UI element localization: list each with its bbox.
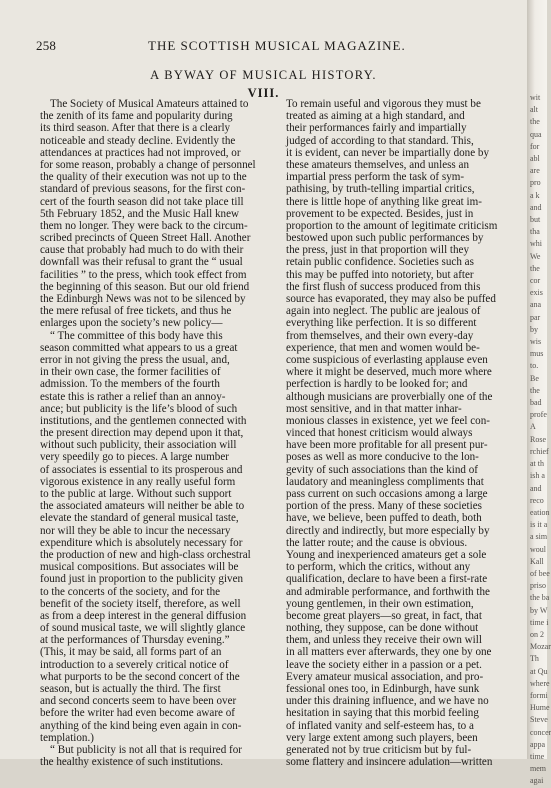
text-line: although musicians are proverbially one of the — [286, 390, 493, 403]
text-line: impartial press perform the task of sym- — [286, 171, 465, 184]
text-line: estate this is rather a relief than an annoy- — [40, 390, 226, 403]
text-line: treated as aiming at a high standard, and — [286, 110, 465, 123]
text-line: templation.) — [40, 731, 94, 744]
text-line: directly and indirectly, but more especially by — [286, 524, 490, 537]
text-line: the press, just in that proportion will they — [286, 244, 470, 257]
text-line: there is little hope of anything like great im- — [286, 195, 482, 208]
text-line: ance; but publicity is the life’s blood of such — [40, 402, 238, 415]
text-line: the associated amateurs will neither be able to — [40, 500, 245, 513]
text-line: cause that probably had much to do with their — [40, 244, 244, 257]
text-line: hesitation in saying that this morbid feeling — [286, 707, 479, 720]
text-line: noticeable and steady decline. Evidently the — [40, 134, 236, 147]
text-line: benefit of the society itself, therefore, as well — [40, 597, 241, 610]
text-line: and second concerts seem to have been over — [40, 695, 237, 708]
page-number: 258 — [36, 38, 57, 53]
text-line: the first flush of success produced from this — [286, 280, 481, 293]
text-line: perfection is hardly to be looked for; and — [286, 378, 468, 391]
text-line: generated not by true criticism but by ful- — [286, 743, 472, 756]
text-line: the present direction may depend upon it that, — [40, 427, 244, 440]
text-line: institutions, and the gentlemen connected with — [40, 414, 247, 427]
text-line: as from a deep interest in the general diffusion — [40, 609, 247, 622]
text-line: the production of new and high-class orchestral — [40, 548, 251, 561]
text-line: qualification, declare to have been a first-rate — [286, 573, 488, 586]
right-column — [286, 98, 522, 768]
text-line: to the public at large. Without such support — [40, 488, 232, 500]
text-line: have, we believe, been puffed to death, both — [286, 512, 482, 525]
text-line: them no longer. They were back to the circum- — [40, 219, 248, 232]
running-title: THE SCOTTISH MUSICAL MAGAZINE. — [148, 38, 406, 53]
text-line: source has evaporated, they may also be puffed — [286, 293, 496, 305]
running-header — [36, 38, 497, 54]
text-line: experience, that men and women would be- — [286, 341, 480, 354]
text-line: everything like perfection. It is so different — [286, 317, 477, 330]
text-line: these amateurs themselves, and unless an — [286, 158, 469, 171]
text-line: introduction to a severely critical notice of — [40, 658, 229, 671]
text-line: facilities ” to the press, which took effect from — [40, 268, 247, 281]
text-line: before the writer had even become aware of — [40, 707, 235, 720]
text-line: vigorous existence in any really useful form — [40, 475, 236, 488]
text-line: it is evident, can never be impartially done by — [286, 146, 490, 159]
text-line: of associates is essential to its prosperous and — [40, 463, 243, 476]
text-line: “ But publicity is not all that is required for — [50, 743, 242, 756]
text-line: the zenith of its fame and popularity during — [40, 110, 233, 123]
text-line: very speedily go to pieces. A large number — [40, 451, 229, 464]
text-line: provement to be expected. Besides, just in — [286, 207, 474, 220]
facing-page-edge — [527, 0, 551, 786]
text-line: from themselves, and their own every-day — [286, 329, 474, 342]
text-line: poses as well as more conducive to the lon- — [286, 451, 479, 464]
text-line: the quality of their execution was not up to the — [40, 171, 247, 184]
text-line: judged of according to that standard. This, — [286, 134, 474, 147]
article-title: A BYWAY OF MUSICAL HISTORY. — [150, 68, 377, 82]
text-line: retain public confidence. Societies such as — [286, 256, 474, 269]
text-line: admission. To the members of the fourth — [40, 378, 220, 391]
text-line: young gentlemen, in their own estimation, — [286, 597, 474, 610]
text-line: pass current on such occasions among a large — [286, 488, 488, 500]
text-line: become great players—so great, in fact, that — [286, 609, 482, 622]
text-line: pathising, by truth-telling impartial critics, — [286, 183, 475, 196]
text-line: gevity of such associations than the kind of — [286, 463, 478, 476]
text-line: anything of the kind being even again in con- — [40, 719, 242, 732]
text-line: leave the society either in a passion or a pet. — [286, 658, 482, 671]
text-line: portion of the press. Many of these societies — [286, 500, 482, 513]
text-line: To remain useful and vigorous they must be — [286, 98, 481, 110]
text-line: 5th February 1852, and the Music Hall knew — [40, 207, 240, 220]
text-line: of inflated vanity and self-esteem has, to a — [286, 719, 474, 732]
text-line: of sound musical taste, we will slightly glance — [40, 622, 246, 635]
text-line: the latter route; and the cause is obvious. — [286, 536, 468, 549]
text-line: at the performances of Thursday evening.” — [40, 634, 230, 647]
text-line: the healthy existence of such institutions. — [40, 756, 224, 769]
text-line: its third season. After that there is a clearly — [40, 122, 231, 135]
text-line: their performances fairly and impartially — [286, 122, 467, 135]
text-line: expenditure which is absolutely necessary for — [40, 536, 243, 549]
text-line: for some reason, probably a change of personnel — [40, 158, 256, 171]
text-line: in their own case, the former facilities of — [40, 366, 221, 379]
text-line: this may be puffed into notoriety, but after — [286, 268, 474, 281]
text-line: them, and unless they receive their own will — [286, 634, 482, 647]
text-line: nor will they be able to incur the necessary — [40, 524, 231, 537]
text-line: come suspicious of everlasting applause even — [286, 353, 488, 366]
text-line: where it might be deserved, much more where — [286, 366, 492, 379]
text-line: elevate the standard of general musical taste, — [40, 512, 239, 525]
section-number: VIII. — [247, 86, 280, 100]
text-line: some flattery and insincere adulation—written — [286, 756, 493, 769]
left-column — [40, 98, 276, 768]
text-line: bestowed upon such public performances by — [286, 232, 484, 245]
text-line: “ The committee of this body have this — [50, 329, 223, 342]
text-line: have been more profitable for all present pur- — [286, 439, 488, 452]
text-line: to the concerts of the society, and for the — [40, 585, 221, 598]
text-line: to perform, which the critics, without any — [286, 561, 471, 574]
text-line: proportion to the amount of legitimate criticism — [286, 219, 498, 232]
facing-page-fragments: wit alt the qua for abl are pro a k and but tha whi We the cor exis ana par by wis mus to. Be the bad profe A Rose rchief at th ish a and reco eation is it a a sim woul Kall of bee priso the ba by W time i on 2 Mozar Th at Qu where formi Hume Steve concer appa time mem agai — [530, 93, 551, 786]
text-line: the beginning of this season. But our old friend — [40, 280, 250, 293]
text-line: (This, it may be said, all forms part of an — [40, 646, 222, 659]
text-line: scribed precincts of Queen Street Hall. Another — [40, 232, 251, 245]
text-line: found just in proportion to the publicity given — [40, 573, 244, 586]
text-line: Young and inexperienced amateurs get a sole — [286, 548, 487, 561]
text-line: standard of previous seasons, for the first con- — [40, 183, 246, 196]
text-line: the mere refusal of free tickets, and thus he — [40, 305, 232, 318]
text-line: monious classes in existence, yet we feel con- — [286, 414, 490, 427]
text-line: fessional ones too, in Edinburgh, have sunk — [286, 683, 480, 695]
text-line: season committed what appears to us a great — [40, 341, 238, 354]
text-line: cert of the fourth season did not take place till — [40, 195, 244, 208]
text-line: attendances at practices had not improved, or — [40, 146, 241, 159]
text-line: what purports to be the second concert of the — [40, 670, 240, 683]
text-line: error in not giving the press the usual, and, — [40, 353, 230, 366]
text-line: most sensitive, and in that matter inhar- — [286, 402, 462, 415]
text-line: nothing, they suppose, can be done without — [286, 622, 479, 635]
text-line: The Society of Musical Amateurs attained to — [50, 98, 249, 110]
text-line: enlarges upon the society’s new policy— — [40, 317, 223, 330]
text-line: without such publicity, their association will — [40, 439, 237, 452]
text-line: and admirable performance, and forthwith the — [286, 585, 490, 598]
text-line: Every amateur musical association, and pro- — [286, 670, 484, 683]
text-line: musical compositions. But associates will be — [40, 561, 239, 574]
text-line: under this draining influence, and we have no — [286, 695, 489, 708]
text-line: in all matters ever afterwards, they one by one — [286, 646, 492, 659]
text-line: the Edinburgh News was not to be silenced by — [40, 293, 246, 305]
text-line: downfall was their refusal to grant the “ usual — [40, 256, 243, 269]
text-line: season, but is actually the third. The first — [40, 683, 221, 695]
text-line: again into neglect. The public are jealous of — [286, 305, 481, 318]
text-line: vinced that honest criticism would always — [286, 427, 473, 440]
text-line: laudatory and meaningless compliments that — [286, 475, 484, 488]
text-line: very large extent among such players, been — [286, 731, 478, 744]
